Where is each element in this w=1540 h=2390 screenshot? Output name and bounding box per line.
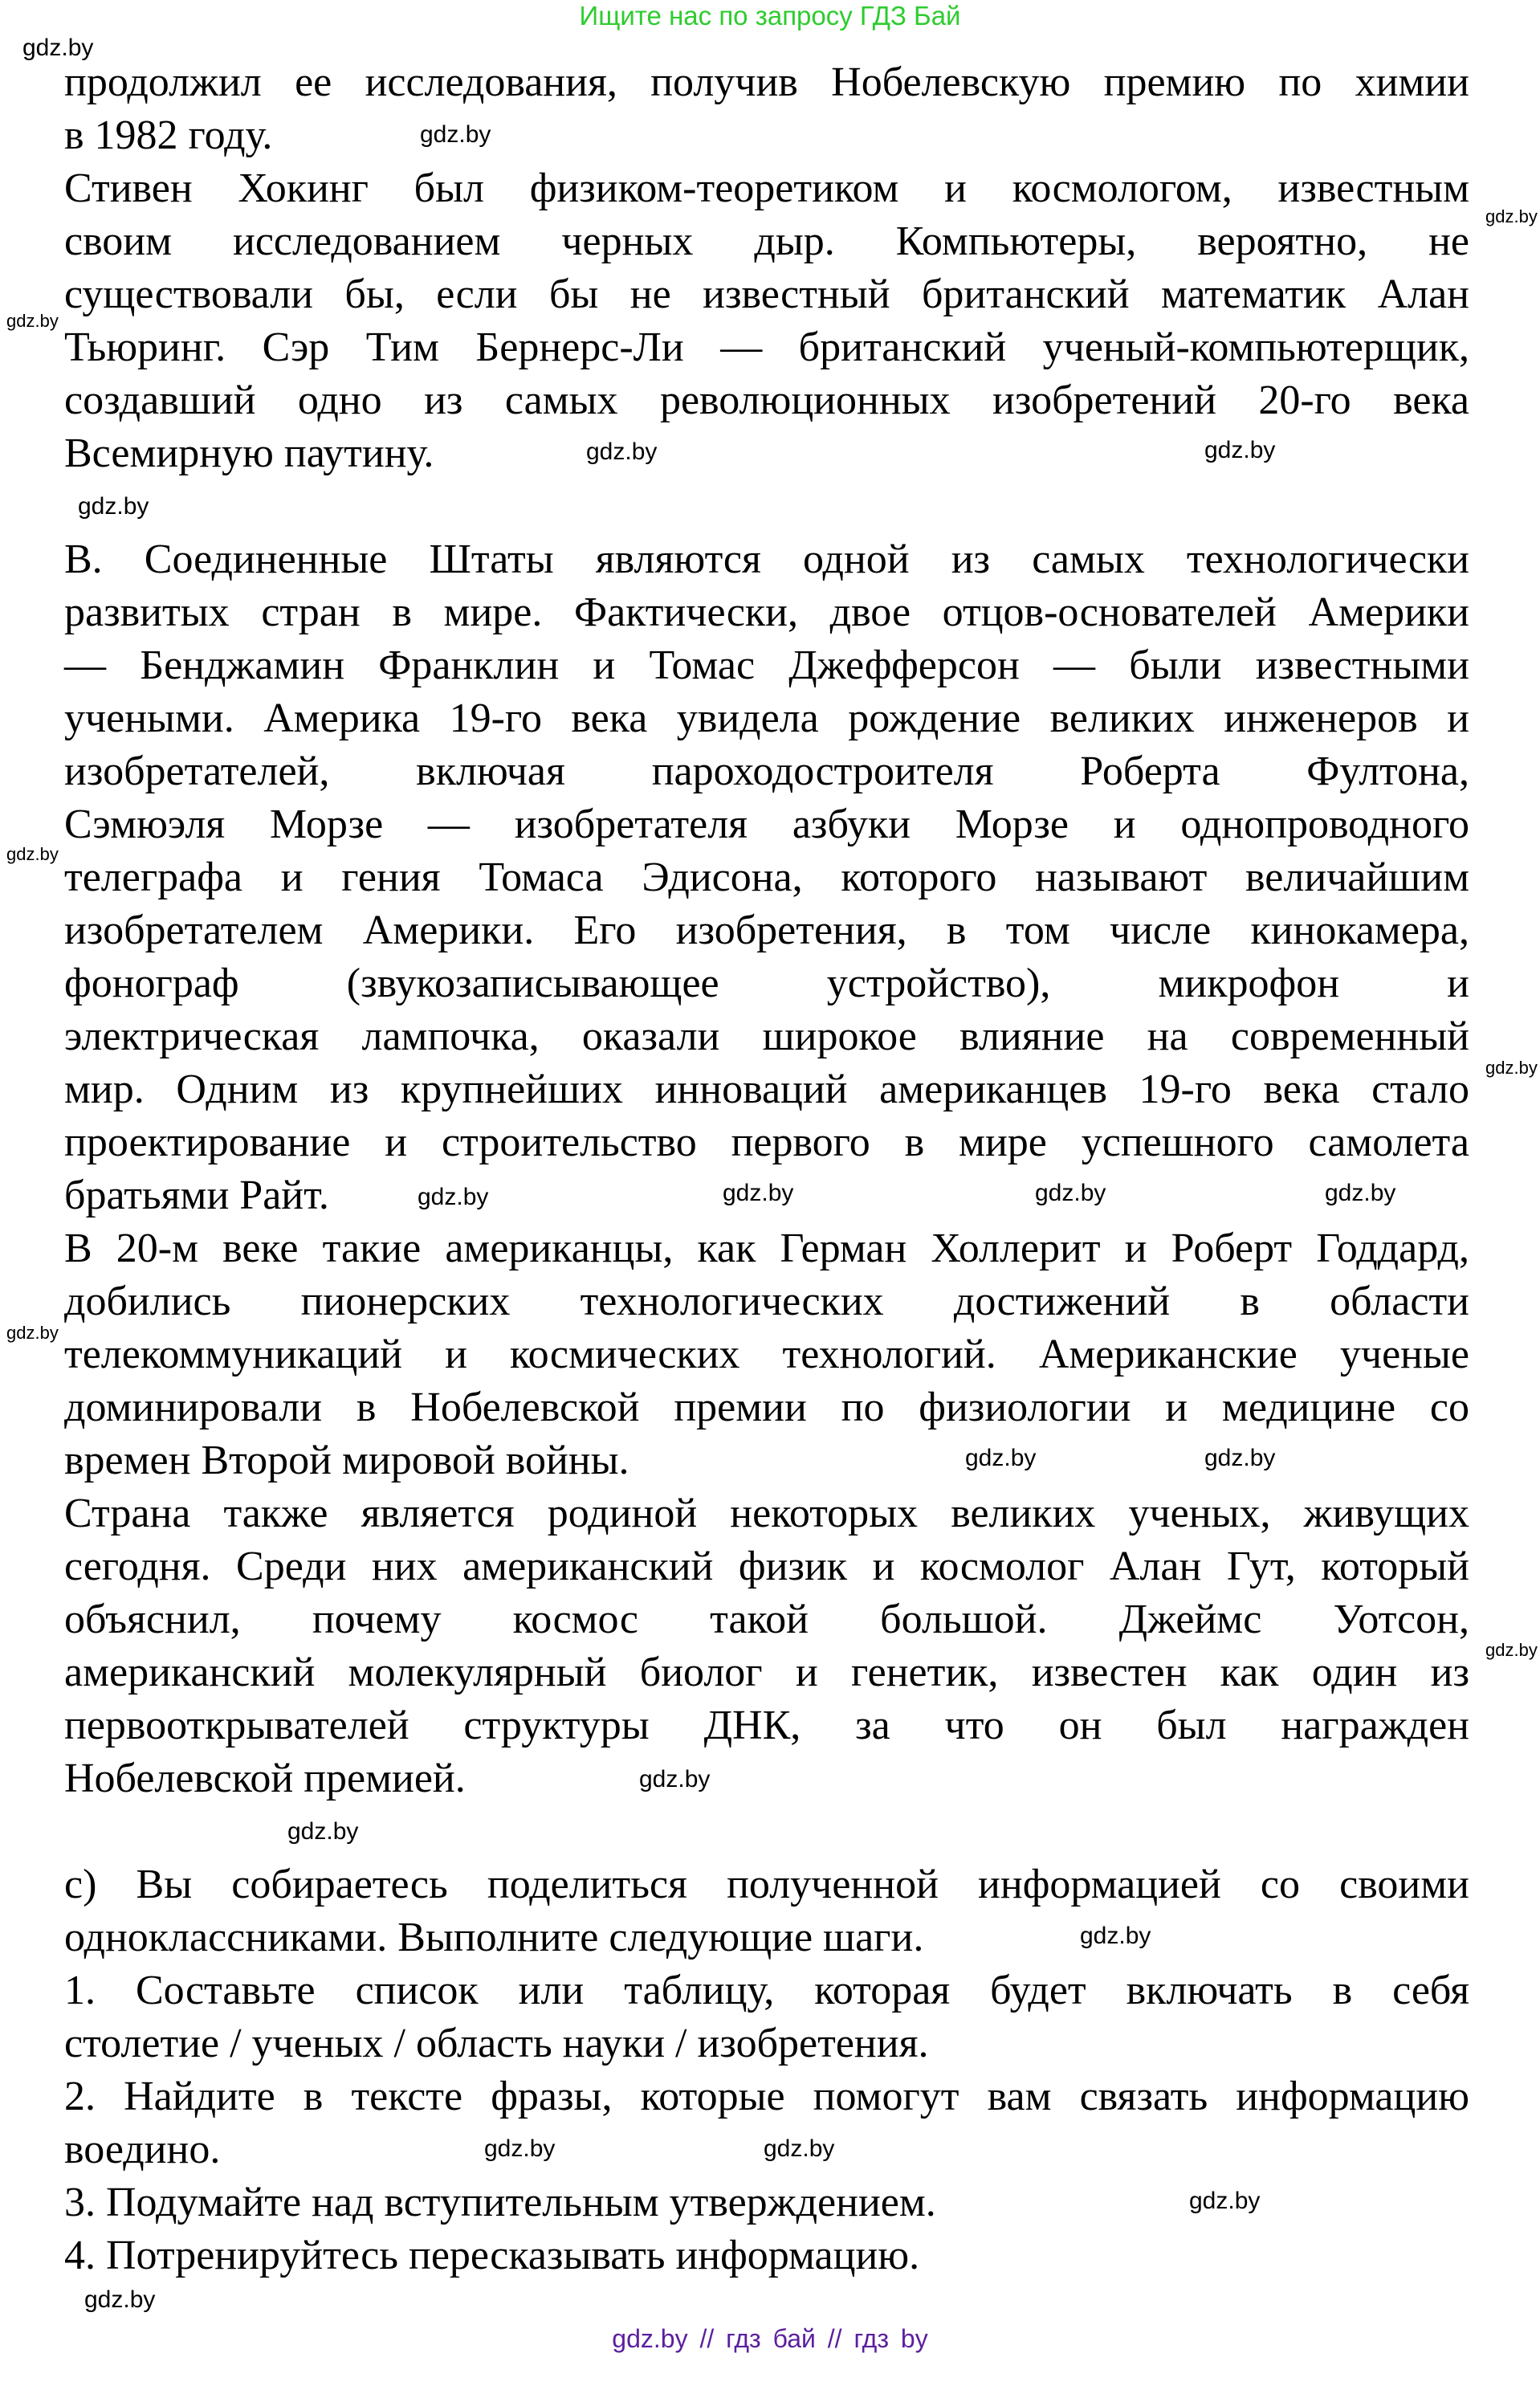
text-line: [64, 957, 1469, 1010]
text-line-content: Нобелевской премией.: [64, 1756, 466, 1801]
paragraph: [64, 1858, 1469, 1964]
watermark: gdz.by: [78, 493, 149, 520]
text-line-content: своим исследованием черных дыр. Компьютеры, вероятно, не: [64, 218, 1469, 264]
watermark: gdz.by: [484, 2135, 556, 2162]
text-line-content: B. Соединенные Штаты являются одной из самых технологически: [64, 536, 1469, 582]
watermark: gdz.by: [1189, 2188, 1261, 2214]
paragraph: [64, 533, 1469, 1222]
watermark: gdz.by: [1485, 1058, 1538, 1078]
text-line: [64, 268, 1469, 321]
text-line-content: Сэмюэля Морзе — изобретателя азбуки Морзе и однопроводного: [64, 801, 1469, 847]
text-line-content: доминировали в Нобелевской премии по физиологии и медицине со: [64, 1385, 1469, 1430]
watermark: gdz.by: [1204, 1445, 1276, 1471]
text-line: [64, 692, 1469, 745]
text-line-content: c) Вы собираетесь поделиться полученной информацией со своими: [64, 1862, 1469, 1907]
text-line-content: 4. Потренируйтесь пересказывать информацию.: [64, 2233, 920, 2278]
paragraph: [64, 1964, 1469, 2070]
paragraph: [64, 162, 1469, 480]
watermark: gdz.by: [639, 1766, 711, 1792]
text-line: [64, 1116, 1469, 1169]
text-line: [64, 215, 1469, 268]
text-line: [64, 639, 1469, 692]
text-line: [64, 2017, 1469, 2070]
watermark: gdz.by: [22, 35, 94, 61]
text-line-content: изобретателем Америки. Его изобретения, в том числе кинокамера,: [64, 907, 1469, 953]
text-line-content: одноклассниками. Выполните следующие шаги.: [64, 1915, 924, 1960]
text-line-content: воедино.: [64, 2127, 221, 2172]
text-line-content: объяснил, почему космос такой большой. Джеймс Уотсон,: [64, 1597, 1469, 1642]
watermark: gdz.by: [6, 844, 59, 864]
text-line: [64, 1275, 1469, 1328]
watermark: gdz.by: [586, 438, 658, 465]
watermark: gdz.by: [764, 2135, 835, 2162]
text-line-content: электрическая лампочка, оказали широкое влияние на современный: [64, 1014, 1469, 1059]
text-line: [64, 1699, 1469, 1752]
text-line: [64, 2070, 1469, 2123]
text-line-content: изобретателей, включая пароходостроителя Роберта Фултона,: [64, 748, 1469, 794]
text-line-content: столетие / ученых / область науки / изобретения.: [64, 2021, 929, 2066]
text-line: [64, 1858, 1469, 1911]
watermark: gdz.by: [965, 1445, 1037, 1471]
text-line-content: развитых стран в мире. Фактически, двое отцов-основателей Америки: [64, 589, 1469, 635]
text-line-content: учеными. Америка 19-го века увидела рождение великих инженеров и: [64, 695, 1469, 741]
search-hint-banner: Ищите нас по запросу ГДЗ Бай: [579, 1, 961, 31]
text-line-content: В 20-м веке такие американцы, как Герман Холлерит и Роберт Годдард,: [64, 1226, 1469, 1271]
text-line-content: Тьюринг. Сэр Тим Бернерс-Ли — британский ученый-компьютерщик,: [64, 324, 1469, 370]
watermark: gdz.by: [1204, 437, 1276, 463]
watermark: gdz.by: [1325, 1180, 1396, 1206]
text-line: [64, 1540, 1469, 1593]
text-line: [64, 1911, 1469, 1964]
text-line: [64, 904, 1469, 957]
watermark: gdz.by: [1035, 1180, 1106, 1206]
text-line: [64, 1010, 1469, 1063]
paragraph: [64, 1487, 1469, 1805]
text-line-content: фонограф (звукозаписывающее устройство), микрофон и: [64, 960, 1469, 1006]
text-line: [64, 1964, 1469, 2017]
text-line-content: — Бенджамин Франклин и Томас Джефферсон — были известными: [64, 642, 1469, 688]
watermark: gdz.by: [1485, 1640, 1538, 1660]
text-line: [64, 1381, 1469, 1434]
text-line: [64, 374, 1469, 427]
watermark: gdz.by: [420, 121, 491, 148]
text-line-content: телекоммуникаций и космических технологий. Американские ученые: [64, 1332, 1469, 1377]
text-line-content: первооткрывателей структуры ДНК, за что он был награжден: [64, 1703, 1469, 1748]
text-line-content: братьями Райт.: [64, 1173, 329, 1218]
text-line: [64, 1063, 1469, 1116]
text-line-content: мир. Одним из крупнейших инноваций американцев 19-го века стало: [64, 1067, 1469, 1112]
text-line: [64, 1487, 1469, 1540]
watermark: gdz.by: [723, 1180, 794, 1206]
text-line-content: продолжил ее исследования, получив Нобелевскую премию по химии: [64, 59, 1469, 105]
text-line: [64, 162, 1469, 215]
text-line: [64, 1222, 1469, 1275]
watermark: gdz.by: [1485, 206, 1538, 226]
text-line: [64, 1328, 1469, 1381]
text-line-content: 2. Найдите в тексте фразы, которые помогут вам связать информацию: [64, 2074, 1469, 2119]
paragraph: [64, 2229, 1469, 2282]
watermark: gdz.by: [6, 311, 59, 331]
text-line: [64, 745, 1469, 798]
text-line-content: проектирование и строительство первого в мире успешного самолета: [64, 1120, 1469, 1165]
watermark: gdz.by: [1080, 1923, 1151, 1949]
text-line-content: 3. Подумайте над вступительным утверждением.: [64, 2180, 936, 2225]
text-line-content: Стивен Хокинг был физиком-теоретиком и космологом, известным: [64, 165, 1469, 211]
text-line: [64, 321, 1469, 374]
text-line-content: времен Второй мировой войны.: [64, 1438, 629, 1483]
watermark: gdz.by: [287, 1818, 359, 1845]
text-line-content: 1. Составьте список или таблицу, которая будет включать в себя: [64, 1968, 1469, 2013]
text-line: [64, 586, 1469, 639]
text-line-content: в 1982 году.: [64, 112, 273, 158]
text-line-content: сегодня. Среди них американский физик и космолог Алан Гут, который: [64, 1544, 1469, 1589]
text-line: [64, 1593, 1469, 1646]
text-line-content: американский молекулярный биолог и генетик, известен как один из: [64, 1650, 1469, 1695]
text-line-content: существовали бы, если бы не известный британский математик Алан: [64, 271, 1469, 317]
text-line-content: добились пионерских технологических достижений в области: [64, 1279, 1469, 1324]
document-body: [64, 56, 1469, 2282]
text-line: [64, 533, 1469, 586]
text-line: [64, 1646, 1469, 1699]
text-line-content: создавший одно из самых революционных изобретений 20-го века: [64, 377, 1469, 423]
text-line-content: Страна также является родиной некоторых великих ученых, живущих: [64, 1491, 1469, 1536]
footer-links: gdz.by // гдз бай // гдз by: [612, 2324, 928, 2353]
watermark: gdz.by: [6, 1323, 59, 1343]
text-line-content: Всемирную паутину.: [64, 430, 434, 476]
text-line: [64, 798, 1469, 851]
text-line: [64, 109, 1469, 162]
paragraph: [64, 56, 1469, 162]
text-line: [64, 2229, 1469, 2282]
text-line: [64, 1752, 1469, 1805]
text-line: [64, 851, 1469, 904]
text-line: [64, 56, 1469, 109]
watermark: gdz.by: [84, 2286, 156, 2313]
text-line-content: телеграфа и гения Томаса Эдисона, которого называют величайшим: [64, 854, 1469, 900]
watermark: gdz.by: [418, 1184, 489, 1210]
